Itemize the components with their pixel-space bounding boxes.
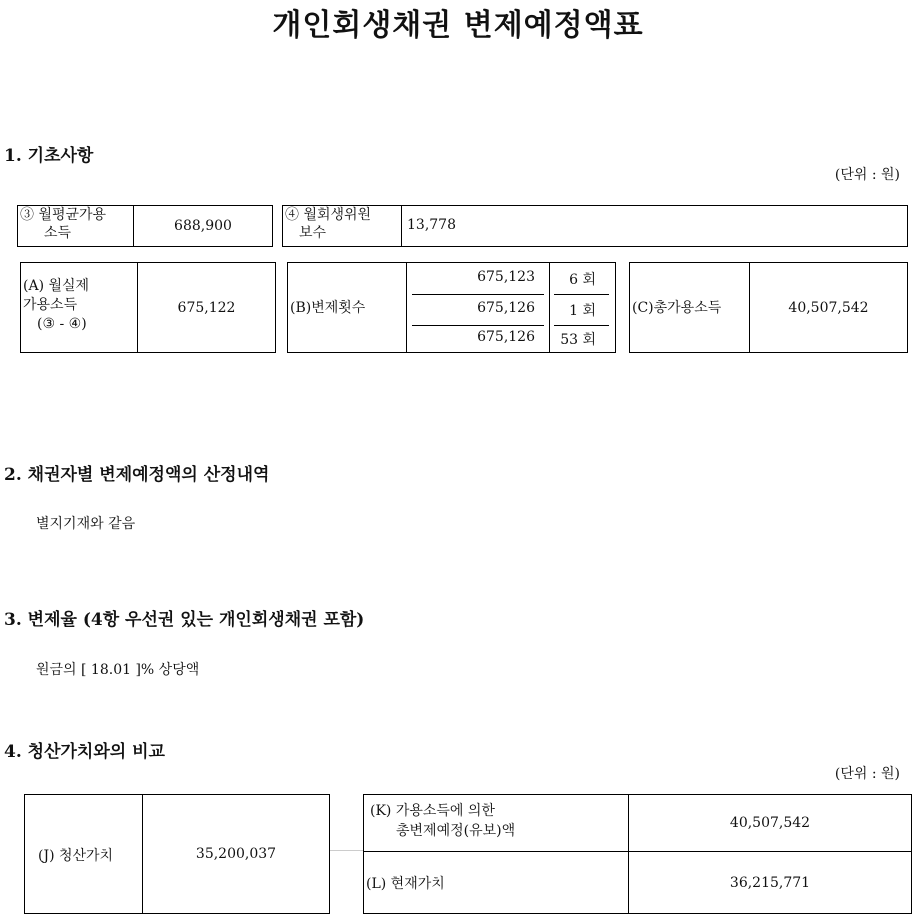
- trustee-fee-label: [285, 206, 399, 242]
- section-3-heading: 3. 변제율 (4항 우선권 있는 개인회생채권 포함): [4, 610, 365, 630]
- divider: [401, 206, 402, 246]
- divider: [549, 263, 550, 352]
- liquidation-value-label: (J) 청산가치: [38, 848, 114, 864]
- monthly-income-label: [20, 206, 134, 242]
- section-1-heading: 1. 기초사항: [4, 146, 94, 166]
- trustee-fee-label-line2: 보수: [299, 225, 327, 241]
- section-2-text: 별지기재와 같음: [36, 516, 136, 532]
- monthly-income-label-line1: ③ 월평균가용: [20, 207, 107, 223]
- l-value: 36,215,771: [729, 874, 811, 891]
- section-2-heading: 2. 채권자별 변제예정액의 산정내역: [4, 465, 270, 485]
- payment-amount-1: 675,123: [477, 269, 535, 285]
- actual-income-value: 675,122: [177, 299, 236, 316]
- trustee-fee-value: 13,778: [407, 217, 456, 233]
- payment-count-3: 53 회: [560, 332, 596, 348]
- divider: [412, 294, 544, 295]
- unit-note-4: (단위 : 원): [834, 766, 900, 782]
- monthly-income-box: [17, 205, 273, 247]
- liquidation-value: 35,200,037: [195, 846, 277, 862]
- total-income-value: 40,507,542: [788, 299, 869, 316]
- k-value: 40,507,542: [729, 815, 811, 831]
- divider: [412, 325, 544, 326]
- actual-income-label-line3: (③ - ④): [37, 316, 87, 332]
- section-4-heading: 4. 청산가치와의 비교: [4, 742, 165, 762]
- payment-count-box: [287, 262, 616, 353]
- k-label-line1: (K) 가용소득에 의한: [370, 803, 495, 819]
- actual-income-box: [20, 262, 276, 353]
- total-income-box: [629, 262, 908, 353]
- trustee-fee-box: [282, 205, 908, 247]
- unit-note-1: (단위 : 원): [834, 167, 900, 183]
- separator: [330, 850, 364, 851]
- monthly-income-value: 688,900: [174, 218, 232, 234]
- payment-amount-3: 675,126: [477, 329, 535, 345]
- payment-count-1: 6 회: [569, 272, 596, 288]
- l-label: (L) 현재가치: [366, 876, 445, 892]
- k-label-line2: 총변제예정(유보)액: [396, 823, 516, 839]
- payment-amount-2: 675,126: [477, 300, 535, 316]
- monthly-income-label-line2: 소득: [44, 225, 72, 241]
- page-title: 개인회생채권 변제예정액표: [272, 8, 644, 43]
- divider: [406, 263, 407, 352]
- actual-income-label-line1: (A) 월실제: [23, 278, 90, 294]
- total-income-label: (C)총가용소득: [632, 300, 722, 316]
- divider: [554, 325, 609, 326]
- section-3-text: 원금의 [ 18.01 ]% 상당액: [36, 662, 200, 678]
- actual-income-label: [23, 277, 137, 334]
- payment-count-2: 1 회: [569, 303, 596, 319]
- liquidation-value-box: [24, 794, 330, 914]
- actual-income-label-line2: 가용소득: [23, 297, 78, 313]
- k-label: [370, 801, 515, 841]
- divider: [554, 294, 609, 295]
- payment-count-label: (B)변제횟수: [290, 300, 366, 316]
- comparison-box: [363, 794, 912, 914]
- trustee-fee-label-line1: ④ 월회생위원: [285, 207, 372, 223]
